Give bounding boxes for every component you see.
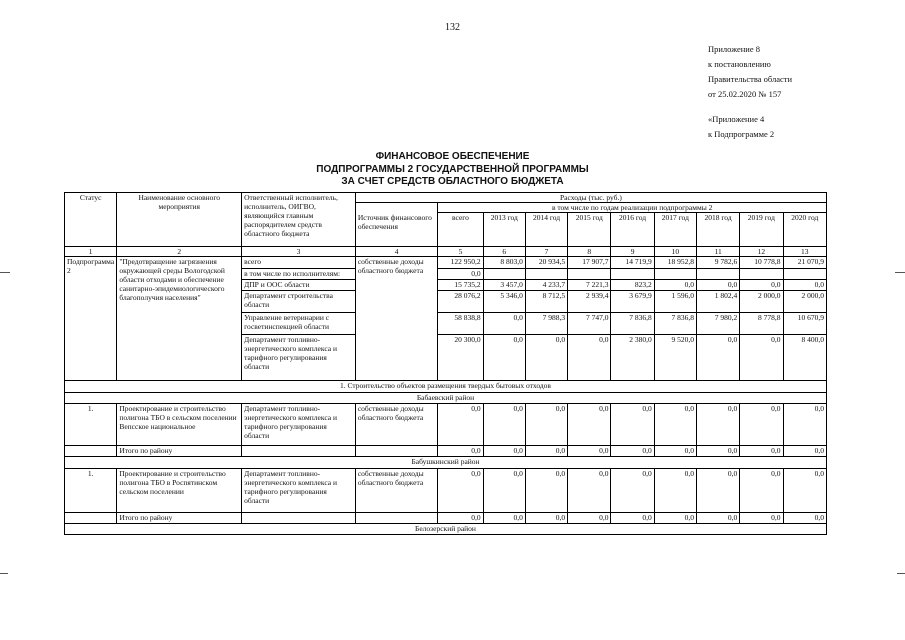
value-cell: 0,0 xyxy=(740,446,783,457)
value-cell: 1 596,0 xyxy=(654,291,696,313)
value-cell: 15 735,2 xyxy=(438,280,483,291)
event-cell: Проектирование и строительство полигона ТБО в Роспятинском сельском поселении xyxy=(117,469,242,513)
value-cell: 8 712,5 xyxy=(525,291,567,313)
event-cell: Проектирование и строительство полигона ТБО в сельском поселении Вепсское национальное xyxy=(117,404,242,446)
value-cell: 0,0 xyxy=(654,469,696,513)
value-cell: 0,0 xyxy=(740,404,783,446)
executor-cell: Управление ветеринарии с госветинспекцией области xyxy=(242,313,356,335)
executor-cell: Департамент топливно-энергетического комплекса и тарифного регулирования области xyxy=(242,335,356,381)
value-cell: 0,0 xyxy=(783,469,827,513)
value-cell: 0,0 xyxy=(525,404,567,446)
value-cell: 0,0 xyxy=(525,513,567,524)
header-source: Источник финансового обеспечения xyxy=(355,213,438,247)
value-cell: 0,0 xyxy=(438,404,483,446)
header-year: 2018 год xyxy=(696,213,739,247)
value-cell: 0,0 xyxy=(740,335,783,381)
value-cell: 0,0 xyxy=(525,335,567,381)
value-cell: 5 346,0 xyxy=(483,291,525,313)
value-cell: 21 070,9 xyxy=(783,257,827,269)
empty-cell xyxy=(242,446,356,457)
executor-cell: всего xyxy=(242,257,356,269)
value-cell: 20 934,5 xyxy=(525,257,567,269)
empty-cell xyxy=(65,513,117,524)
appendix-line: «Приложение 4 xyxy=(708,114,765,124)
value-cell: 2 380,0 xyxy=(611,335,654,381)
appendix-line: Правительства области xyxy=(708,74,793,84)
document-title xyxy=(0,151,905,189)
value-cell: 0,0 xyxy=(654,404,696,446)
row-number: 1. xyxy=(65,404,117,446)
value-cell: 3 679,9 xyxy=(611,291,654,313)
value-cell: 9 520,0 xyxy=(654,335,696,381)
value-cell: 0,0 xyxy=(696,404,739,446)
scan-mark xyxy=(895,272,905,273)
title-line: ЗА СЧЕТ СРЕДСТВ ОБЛАСТНОГО БЮДЖЕТА xyxy=(341,176,564,187)
appendix-line: от 25.02.2020 № 157 xyxy=(708,89,782,99)
value-cell: 0,0 xyxy=(696,446,739,457)
value-cell: 0,0 xyxy=(611,446,654,457)
value-cell: 0,0 xyxy=(654,280,696,291)
value-cell: 0,0 xyxy=(740,280,783,291)
value-cell: 0,0 xyxy=(611,404,654,446)
value-cell: 20 300,0 xyxy=(438,335,483,381)
value-cell: 2 000,0 xyxy=(783,291,827,313)
source-cell: собственные доходы областного бюджета xyxy=(355,404,438,446)
value-cell: 0,0 xyxy=(696,513,739,524)
appendix-block xyxy=(708,42,792,142)
value-cell xyxy=(483,269,525,280)
header-event: Наименование основного мероприятия xyxy=(117,193,242,247)
column-number: 6 xyxy=(483,247,525,257)
header-year: 2016 год xyxy=(611,213,654,247)
header-empty-cell xyxy=(355,203,438,213)
value-cell: 0,0 xyxy=(483,335,525,381)
value-cell: 0,0 xyxy=(696,335,739,381)
column-number: 3 xyxy=(242,247,356,257)
source-cell: собственные доходы областного бюджета xyxy=(355,469,438,513)
value-cell: 0,0 xyxy=(438,446,483,457)
header-year: 2020 год xyxy=(783,213,827,247)
column-number: 1 xyxy=(65,247,117,257)
title-line: ФИНАНСОВОЕ ОБЕСПЕЧЕНИЕ xyxy=(375,151,530,162)
appendix-line: к постановлению xyxy=(708,59,771,69)
value-cell: 0,0 xyxy=(438,469,483,513)
value-cell xyxy=(654,269,696,280)
value-cell: 8 803,0 xyxy=(483,257,525,269)
district-row xyxy=(65,524,827,535)
column-number: 7 xyxy=(525,247,567,257)
value-cell: 9 782,6 xyxy=(696,257,739,269)
value-cell xyxy=(611,269,654,280)
header-year: 2015 год xyxy=(568,213,611,247)
value-cell: 2 939,4 xyxy=(568,291,611,313)
value-cell xyxy=(525,269,567,280)
district-row xyxy=(65,457,827,469)
column-number-row xyxy=(65,247,827,257)
total-row xyxy=(65,513,827,524)
column-number: 12 xyxy=(740,247,783,257)
value-cell: 14 719,9 xyxy=(611,257,654,269)
finance-table xyxy=(64,192,827,535)
total-row xyxy=(65,446,827,457)
value-cell: 28 076,2 xyxy=(438,291,483,313)
subprogram-status: Подпрограмма 2 xyxy=(65,257,117,381)
value-cell: 4 233,7 xyxy=(525,280,567,291)
value-cell: 0,0 xyxy=(483,404,525,446)
header-year: 2013 год xyxy=(483,213,525,247)
column-number: 4 xyxy=(355,247,438,257)
value-cell: 0,0 xyxy=(696,280,739,291)
value-cell: 0,0 xyxy=(611,513,654,524)
value-cell: 0,0 xyxy=(740,469,783,513)
value-cell: 17 907,7 xyxy=(568,257,611,269)
empty-cell xyxy=(355,513,438,524)
value-cell: 0,0 xyxy=(783,404,827,446)
value-cell: 7 836,8 xyxy=(654,313,696,335)
total-label: Итого по району xyxy=(117,513,242,524)
value-cell: 0,0 xyxy=(438,269,483,280)
value-cell: 8 400,0 xyxy=(783,335,827,381)
district-heading: Белозерский район xyxy=(65,524,827,535)
district-row xyxy=(65,393,827,404)
value-cell: 0,0 xyxy=(525,446,567,457)
value-cell: 7 221,3 xyxy=(568,280,611,291)
column-number: 8 xyxy=(568,247,611,257)
scan-mark xyxy=(0,573,8,574)
empty-cell xyxy=(242,513,356,524)
page-number: 132 xyxy=(445,22,460,33)
value-cell xyxy=(568,269,611,280)
scan-mark xyxy=(0,272,10,273)
appendix-line: Приложение 8 xyxy=(708,44,760,54)
title-line: ПОДПРОГРАММЫ 2 ГОСУДАРСТВЕННОЙ ПРОГРАММЫ xyxy=(316,163,589,175)
value-cell xyxy=(783,269,827,280)
value-cell: 0,0 xyxy=(654,513,696,524)
executor-cell: ДПР и ООС области xyxy=(242,280,356,291)
value-cell: 18 952,8 xyxy=(654,257,696,269)
total-label: Итого по району xyxy=(117,446,242,457)
executor-cell: Департамент строительства области xyxy=(242,291,356,313)
table-row xyxy=(65,469,827,513)
value-cell: 0,0 xyxy=(438,513,483,524)
executor-cell: в том числе по исполнителям: xyxy=(242,269,356,280)
value-cell: 823,2 xyxy=(611,280,654,291)
header-total: всего xyxy=(438,213,483,247)
value-cell: 10 778,8 xyxy=(740,257,783,269)
header-by-year: в том числе по годам реализации подпрограммы 2 xyxy=(438,203,827,213)
value-cell: 0,0 xyxy=(568,404,611,446)
executor-cell: Департамент топливно-энергетического комплекса и тарифного регулирования области xyxy=(242,404,356,446)
value-cell: 0,0 xyxy=(568,469,611,513)
value-cell: 0,0 xyxy=(568,513,611,524)
value-cell: 0,0 xyxy=(783,280,827,291)
scan-mark xyxy=(897,573,905,574)
table-row xyxy=(65,257,827,269)
column-number: 9 xyxy=(611,247,654,257)
header-year: 2017 год xyxy=(654,213,696,247)
section-row xyxy=(65,381,827,393)
value-cell: 0,0 xyxy=(783,513,827,524)
value-cell: 0,0 xyxy=(696,469,739,513)
value-cell: 0,0 xyxy=(483,469,525,513)
value-cell: 0,0 xyxy=(783,446,827,457)
header-executor: Ответственный исполнитель, исполнитель, ОИГВО, являющийся главным распорядителем средств областного бюджета xyxy=(242,193,356,247)
section-heading: 1. Строительство объектов размещения твердых бытовых отходов xyxy=(65,381,827,393)
value-cell: 0,0 xyxy=(654,446,696,457)
column-number: 11 xyxy=(696,247,739,257)
empty-cell xyxy=(355,446,438,457)
district-heading: Бабаевский район xyxy=(65,393,827,404)
header-expenses: Расходы (тыс. руб.) xyxy=(355,193,826,203)
value-cell: 7 836,8 xyxy=(611,313,654,335)
value-cell: 0,0 xyxy=(568,446,611,457)
value-cell xyxy=(740,269,783,280)
value-cell: 10 670,9 xyxy=(783,313,827,335)
column-number: 5 xyxy=(438,247,483,257)
subprogram-event: "Предотвращение загрязнения окружающей среды Вологодской области отходами и обеспечение санитарно-эпидемиологического благополучия населения" xyxy=(117,257,242,381)
value-cell: 0,0 xyxy=(611,469,654,513)
value-cell: 3 457,0 xyxy=(483,280,525,291)
header-year: 2019 год xyxy=(740,213,783,247)
value-cell: 0,0 xyxy=(740,513,783,524)
header-year: 2014 год xyxy=(525,213,567,247)
value-cell: 122 950,2 xyxy=(438,257,483,269)
header-status: Статус xyxy=(65,193,117,247)
district-heading: Бабушкинский район xyxy=(65,457,827,469)
value-cell: 0,0 xyxy=(483,446,525,457)
column-number: 2 xyxy=(117,247,242,257)
column-number: 13 xyxy=(783,247,827,257)
empty-cell xyxy=(65,446,117,457)
value-cell: 7 747,0 xyxy=(568,313,611,335)
appendix-line: к Подпрограмме 2 xyxy=(708,129,775,139)
value-cell: 7 980,2 xyxy=(696,313,739,335)
value-cell: 0,0 xyxy=(525,469,567,513)
value-cell: 0,0 xyxy=(568,335,611,381)
value-cell: 0,0 xyxy=(483,513,525,524)
executor-cell: Департамент топливно-энергетического комплекса и тарифного регулирования области xyxy=(242,469,356,513)
value-cell: 58 838,8 xyxy=(438,313,483,335)
value-cell: 1 802,4 xyxy=(696,291,739,313)
value-cell: 2 000,0 xyxy=(740,291,783,313)
header-row xyxy=(65,193,827,203)
row-number: 1. xyxy=(65,469,117,513)
table-row xyxy=(65,404,827,446)
value-cell: 0,0 xyxy=(483,313,525,335)
value-cell: 7 988,3 xyxy=(525,313,567,335)
value-cell xyxy=(696,269,739,280)
value-cell: 8 778,8 xyxy=(740,313,783,335)
source-cell: собственные доходы областного бюджета xyxy=(355,257,438,381)
column-number: 10 xyxy=(654,247,696,257)
